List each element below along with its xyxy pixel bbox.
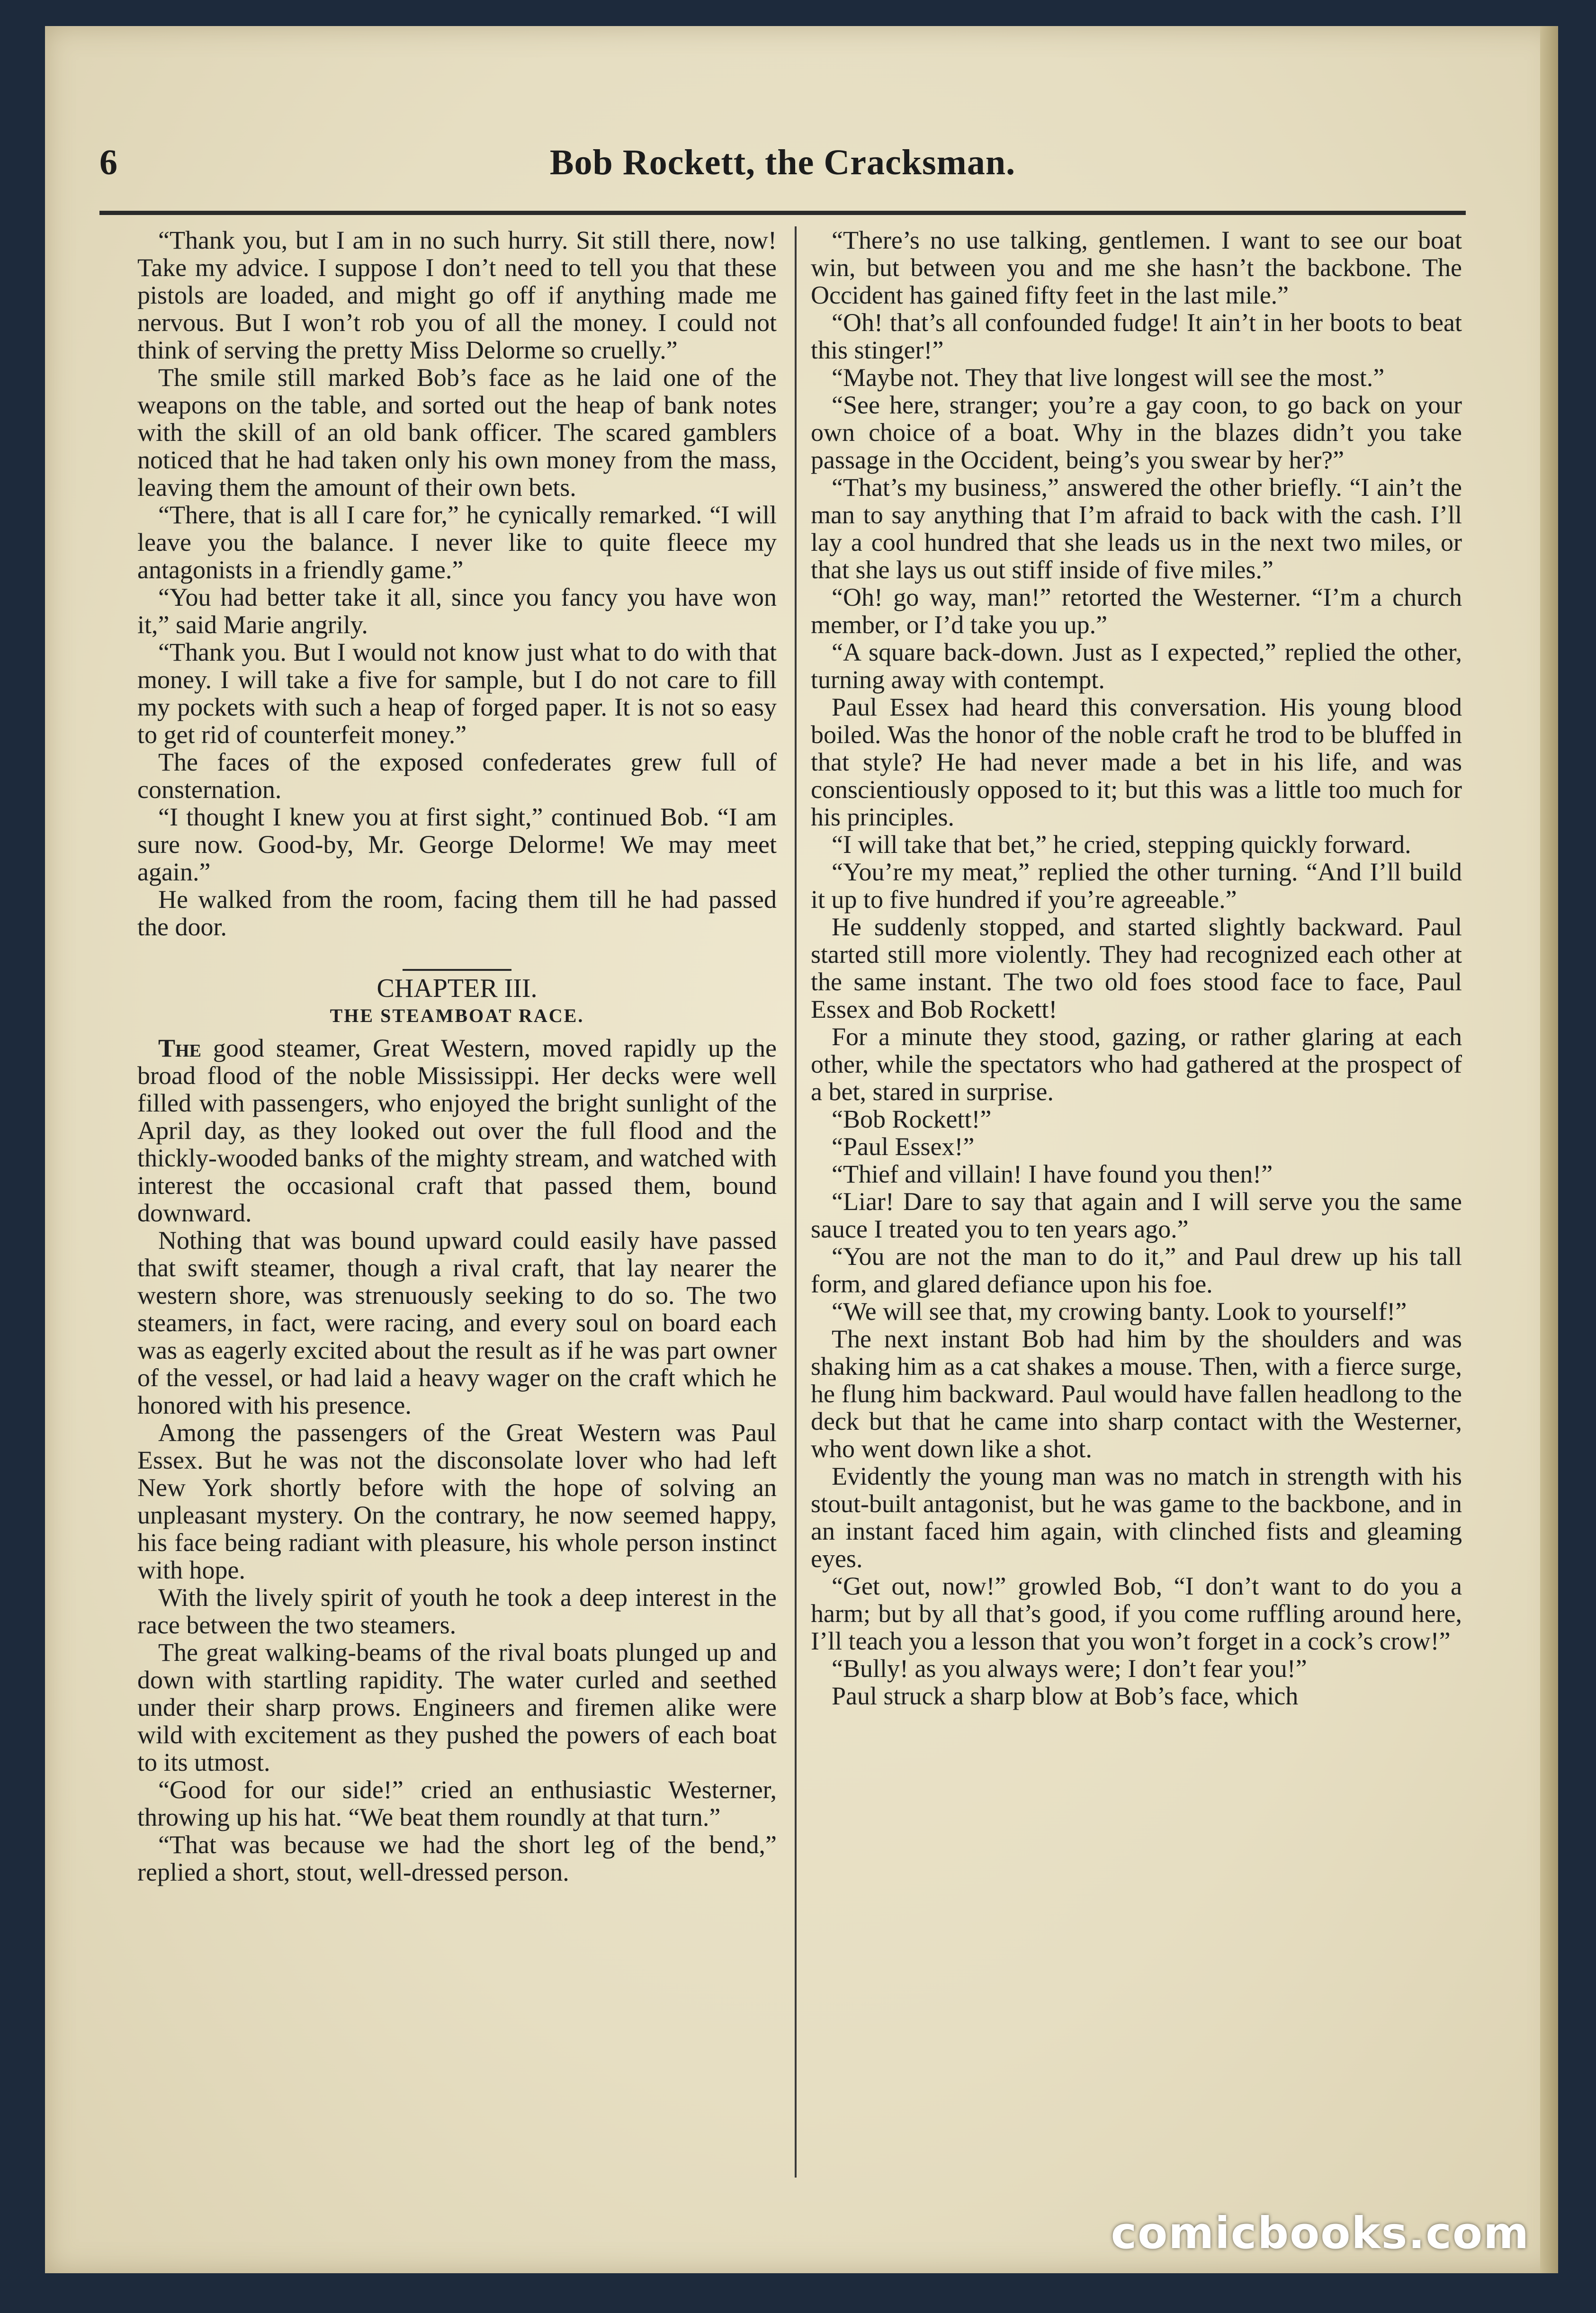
paragraph: The next instant Bob had him by the shoulders and was shaking him as a cat shakes a mouse. Then, with a fierce surge, he flung him backward. Paul would have fallen headlong to the deck but that he came into sharp contact with the Westerner, who went down like a shot. xyxy=(811,1325,1462,1463)
paragraph: “Bully! as you always were; I don’t fear you!” xyxy=(832,1654,1307,1683)
chapter-subtitle: THE STEAMBOAT RACE. xyxy=(330,1005,584,1026)
column-divider xyxy=(795,226,797,2178)
paragraph: He walked from the room, facing them till he had passed the door. xyxy=(137,885,777,941)
paragraph: “Liar! Dare to say that again and I will serve you the same sauce I treated you to ten years ago.” xyxy=(811,1187,1462,1243)
site-watermark: comicbooks.com xyxy=(1111,2208,1530,2259)
paragraph: “We will see that, my crowing banty. Look to yourself!” xyxy=(832,1297,1407,1326)
paragraph: “You are not the man to do it,” and Paul drew up his tall form, and glared defiance upon his foe. xyxy=(811,1242,1462,1298)
paragraph: “Oh! that’s all confounded fudge! It ain’t in her boots to beat this stinger!” xyxy=(811,308,1462,364)
paragraph: Paul Essex had heard this conversation. His young blood boiled. Was the honor of the noble craft he trod to be bluffed in that style? He had never made a bet in his life, and was conscientiously opposed to it; but this was a little too much for his principles. xyxy=(811,693,1462,831)
paragraph: “Thank you. But I would not know just what to do with that money. I will take a five for sample, but I do not care to fill my pockets with such a heap of forged paper. It is not so easy to get rid of counterfeit money.” xyxy=(137,638,777,749)
paragraph: The smile still marked Bob’s face as he laid one of the weapons on the table, and sorted out the heap of bank notes with the skill of an old bank officer. The scared gamblers noticed that he had taken only his own money from the mass, leaving them the amount of their own bets. xyxy=(137,363,777,502)
chapter-rule xyxy=(403,969,511,971)
paragraph: With the lively spirit of youth he took a deep interest in the race between the two steamers. xyxy=(137,1583,777,1639)
paragraph: “That’s my business,” answered the other briefly. “I ain’t the man to say anything that I’m afraid to back with the cash. I’ll lay a cool hundred that she leads us in the next two miles, or that she lays us out stiff inside of five miles.” xyxy=(811,473,1462,584)
paragraph: He suddenly stopped, and started slightly backward. Paul started still more violently. They had recognized each other at the same instant. The two old foes stood face to face, Paul Essex and Bob Rockett! xyxy=(811,913,1462,1023)
paragraph: Evidently the young man was no match in strength with his stout-built antagonist, but he was game to the backbone, and in an instant faced him again, with clinched fists and gleaming eyes. xyxy=(811,1462,1462,1573)
paragraph: “Maybe not. They that live longest will see the most.” xyxy=(832,363,1385,392)
paragraph: “There’s no use talking, gentlemen. I want to see our boat win, but between you and me she hasn’t the backbone. The Occident has gained fifty feet in the last mile.” xyxy=(811,226,1462,309)
opening-word: The xyxy=(158,1034,201,1062)
paragraph: “Good for our side!” cried an enthusiastic Westerner, throwing up his hat. “We beat them roundly at that turn.” xyxy=(137,1775,777,1831)
left-column xyxy=(137,226,777,1886)
paragraph: “You’re my meat,” replied the other turning. “And I’ll build it up to five hundred if you’re agreeable.” xyxy=(811,858,1462,914)
paragraph: “See here, stranger; you’re a gay coon, to go back on your own choice of a boat. Why in the blazes didn’t you take passage in the Occident, being’s you swear by her?” xyxy=(811,391,1462,474)
paragraph: “Thief and villain! I have found you then!” xyxy=(832,1160,1273,1188)
page-header xyxy=(99,142,1466,194)
paragraph: “I will take that bet,” he cried, stepping quickly forward. xyxy=(832,830,1411,859)
running-title: Bob Rockett, the Cracksman. xyxy=(549,143,1016,182)
chapter-heading xyxy=(137,969,777,1002)
paragraph: “Paul Essex!” xyxy=(832,1132,975,1161)
paragraph: The great walking-beams of the rival boats plunged up and down with startling rapidity. The water curled and seethed under their sharp prows. Engineers and firemen alike were wild with excitement as they pushed the powers of each boat to its utmost. xyxy=(137,1638,777,1776)
page-spine-edge xyxy=(1540,26,1558,2273)
paragraph: “Get out, now!” growled Bob, “I don’t want to do you a harm; but by all that’s good, if you come ruffling around here, I’ll teach you a lesson that you won’t forget in a cock’s crow!” xyxy=(811,1572,1462,1655)
paragraph: “A square back-down. Just as I expected,” replied the other, turning away with contempt. xyxy=(811,638,1462,694)
paragraph: “Oh! go way, man!” retorted the Westerner. “I’m a church member, or I’d take you up.” xyxy=(811,583,1462,639)
paragraph: “That was because we had the short leg of the bend,” replied a short, stout, well-dressed person. xyxy=(137,1830,777,1886)
paragraph: Nothing that was bound upward could easily have passed that swift steamer, though a rival craft, that lay nearer the western shore, was strenuously seeking to do so. The two steamers, in fact, were racing, and every soul on board each was as eagerly excited about the result as if he was part owner of the vessel, or had laid a heavy wager on the craft which he honored with his presence. xyxy=(137,1226,777,1419)
right-column xyxy=(811,226,1462,1710)
paragraph: “I thought I knew you at first sight,” continued Bob. “I am sure now. Good-by, Mr. George Delorme! We may meet again.” xyxy=(137,803,777,886)
paragraph: Among the passengers of the Great Western was Paul Essex. But he was not the disconsolate lover who had left New York shortly before with the hope of solving an unpleasant mystery. On the contrary, he now seemed happy, his face being radiant with pleasure, his whole person instinct with hope. xyxy=(137,1418,777,1584)
opening-text: good steamer, Great Western, moved rapidly up the broad flood of the noble Mississippi. Her decks were well filled with passengers, who enjoyed the bright sunlight of the April day, as they looked out over the full flood and the thickly-wooded banks of the mighty stream, and watched with interest the occasional craft that passed them, bound downward. xyxy=(137,1034,777,1227)
header-rule xyxy=(99,211,1466,215)
paragraph: “Thank you, but I am in no such hurry. Sit still there, now! Take my advice. I suppose I don’t need to tell you that these pistols are loaded, and might go off if anything made me nervous. But I won’t rob you of all the money. I could not think of serving the pretty Miss Delorme so cruelly.” xyxy=(137,226,777,364)
paragraph: For a minute they stood, gazing, or rather glaring at each other, while the spectators who had gathered at the prospect of a bet, stared in surprise. xyxy=(811,1022,1462,1106)
paragraph: “You had better take it all, since you fancy you have won it,” said Marie angrily. xyxy=(137,583,777,639)
page-number: 6 xyxy=(99,143,117,182)
chapter-title: CHAPTER III. xyxy=(377,974,538,1003)
paragraph: “Bob Rockett!” xyxy=(832,1105,992,1133)
paragraph: Paul struck a sharp blow at Bob’s face, which xyxy=(832,1682,1299,1710)
paragraph: “There, that is all I care for,” he cynically remarked. “I will leave you the balance. I never like to quite fleece my antagonists in a friendly game.” xyxy=(137,501,777,584)
chapter-opening-paragraph xyxy=(137,1034,777,1227)
paragraph: The faces of the exposed confederates grew full of consternation. xyxy=(137,748,777,804)
